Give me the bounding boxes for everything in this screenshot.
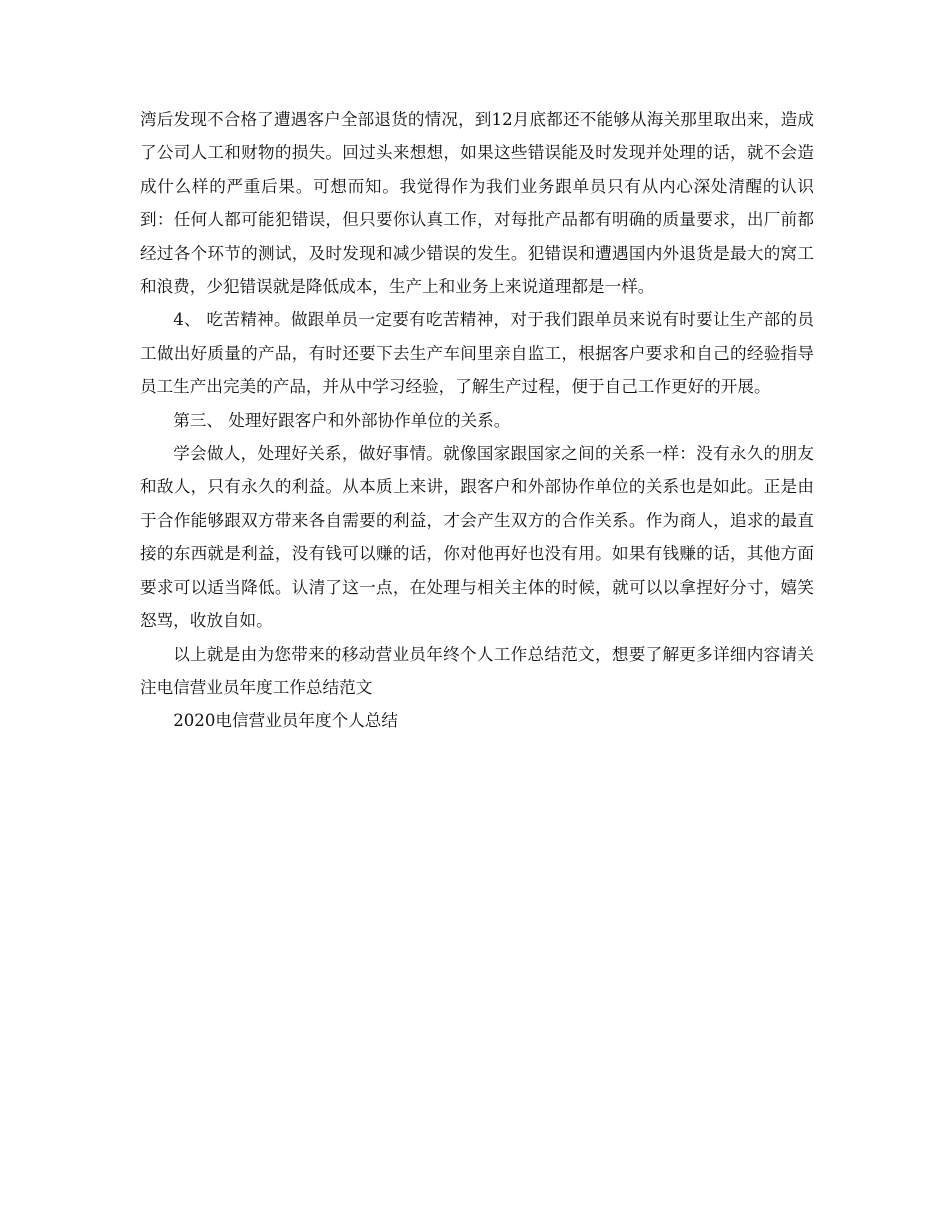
paragraph-3: 第三、 处理好跟客户和外部协作单位的关系。 bbox=[173, 410, 511, 430]
paragraph-6: 2020电信营业员年度个人总结 bbox=[173, 711, 398, 731]
paragraph-5: 以上就是由为您带来的移动营业员年终个人工作总结范文，想要了解更多详细内容请关注电信营业员年度工作总结范文 bbox=[140, 644, 814, 697]
document-page bbox=[140, 103, 814, 738]
paragraph-4: 学会做人，处理好关系，做好事情。就像国家跟国家之间的关系一样：没有永久的朋友和敌人，只有永久的利益。从本质上来讲，跟客户和外部协作单位的关系也是如此。正是由于合作能够跟双方带来各自需要的利益，才会产生双方的合作关系。作为商人，追求的最直接的东西就是利益，没有钱可以赚的话，你对他再好也没有用。如果有钱赚的话，其他方面要求可以适当降低。认清了这一点，在处理与相关主体的时候，就可以以拿捏好分寸，嬉笑怒骂，收放自如。 bbox=[140, 444, 814, 631]
paragraph-2: 4、 吃苦精神。做跟单员一定要有吃苦精神，对于我们跟单员来说有时要让生产部的员工做出好质量的产品，有时还要下去生产车间里亲自监工，根据客户要求和自己的经验指导员工生产出完美的产品，并从中学习经验，了解生产过程，便于自己工作更好的开展。 bbox=[140, 310, 814, 397]
paragraph-1: 湾后发现不合格了遭遇客户全部退货的情况，到12月底都还不能够从海关那里取出来，造成了公司人工和财物的损失。回过头来想想，如果这些错误能及时发现并处理的话，就不会造成什么样的严重后果。可想而知。我觉得作为我们业务跟单员只有从内心深处清醒的认识到：任何人都可能犯错误，但只要你认真工作，对每批产品都有明确的质量要求，出厂前都经过各个环节的测试，及时发现和减少错误的发生。犯错误和遭遇国内外退货是最大的窝工和浪费，少犯错误就是降低成本，生产上和业务上来说道理都是一样。 bbox=[140, 110, 814, 297]
